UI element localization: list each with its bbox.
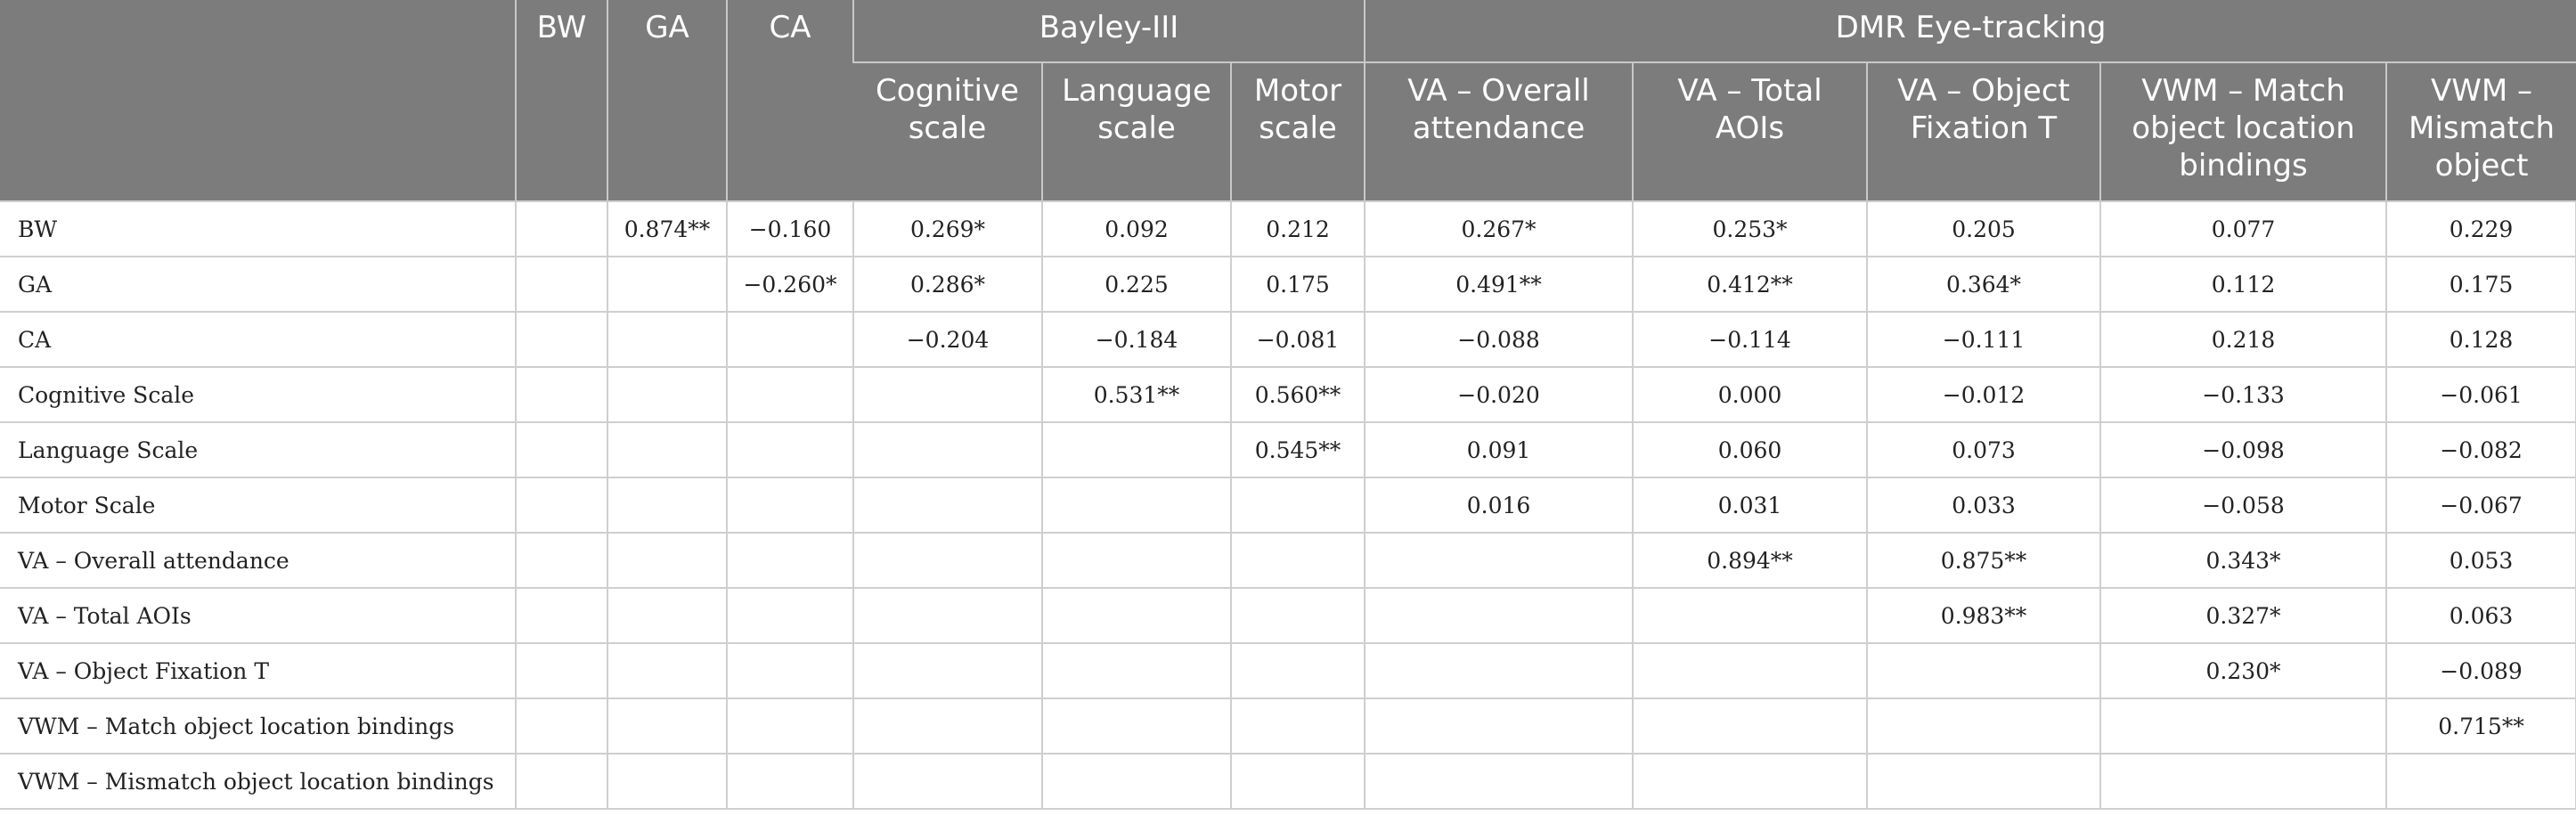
- table-cell: 0.016: [1365, 477, 1633, 533]
- table-cell: [727, 754, 853, 809]
- table-row: [0, 643, 2576, 698]
- table-cell: [1867, 643, 2100, 698]
- table-cell: 0.077: [2100, 201, 2386, 257]
- table-cell: 0.112: [2100, 257, 2386, 312]
- table-row: [0, 588, 2576, 643]
- table-cell: [1042, 477, 1231, 533]
- table-cell: [516, 643, 607, 698]
- table-cell: 0.894**: [1633, 533, 1867, 588]
- row-label: VA – Total AOIs: [0, 588, 516, 643]
- table-cell: [727, 477, 853, 533]
- table-row: [0, 698, 2576, 754]
- table-cell: [607, 754, 727, 809]
- table-cell: [607, 367, 727, 422]
- table-cell: [607, 422, 727, 477]
- table-row: [0, 257, 2576, 312]
- table-cell: 0.031: [1633, 477, 1867, 533]
- table-cell: [516, 312, 607, 367]
- table-cell: 0.343*: [2100, 533, 2386, 588]
- header-bw: BW: [516, 0, 607, 201]
- table-cell: [727, 422, 853, 477]
- header-vwm-match: VWM – Match object location bindings: [2100, 62, 2386, 201]
- table-cell: −0.058: [2100, 477, 2386, 533]
- table-row: [0, 367, 2576, 422]
- table-cell: −0.184: [1042, 312, 1231, 367]
- table-cell: [853, 477, 1042, 533]
- table-row: [0, 754, 2576, 809]
- table-cell: [516, 257, 607, 312]
- header-va-object-fixation: VA – Object Fixation T: [1867, 62, 2100, 201]
- table-cell: [607, 312, 727, 367]
- table-cell: 0.053: [2386, 533, 2576, 588]
- table-cell: 0.491**: [1365, 257, 1633, 312]
- table-cell: [727, 312, 853, 367]
- table-cell: [2386, 754, 2576, 809]
- table-cell: 0.531**: [1042, 367, 1231, 422]
- table-cell: 0.230*: [2100, 643, 2386, 698]
- table-row: [0, 422, 2576, 477]
- table-cell: 0.092: [1042, 201, 1231, 257]
- table-cell: 0.229: [2386, 201, 2576, 257]
- table-cell: 0.175: [2386, 257, 2576, 312]
- header-va-overall-attendance: VA – Overall attendance: [1365, 62, 1633, 201]
- table-cell: [516, 533, 607, 588]
- table-cell: 0.060: [1633, 422, 1867, 477]
- table-cell: 0.875**: [1867, 533, 2100, 588]
- table-cell: 0.205: [1867, 201, 2100, 257]
- table-cell: [1042, 533, 1231, 588]
- header-va-total-aois: VA – Total AOIs: [1633, 62, 1867, 201]
- header-vwm-mismatch: VWM – Mismatch object: [2386, 62, 2576, 201]
- table-cell: 0.175: [1231, 257, 1365, 312]
- table-cell: [516, 367, 607, 422]
- table-cell: 0.091: [1365, 422, 1633, 477]
- table-cell: 0.033: [1867, 477, 2100, 533]
- row-label: Language Scale: [0, 422, 516, 477]
- table-cell: [1365, 588, 1633, 643]
- row-label: BW: [0, 201, 516, 257]
- table-cell: [1042, 698, 1231, 754]
- table-cell: [1633, 588, 1867, 643]
- table-cell: 0.715**: [2386, 698, 2576, 754]
- row-label: GA: [0, 257, 516, 312]
- table-cell: −0.081: [1231, 312, 1365, 367]
- table-cell: [853, 754, 1042, 809]
- table-cell: [1365, 533, 1633, 588]
- header-language-scale: Language scale: [1042, 62, 1231, 201]
- table-cell: 0.545**: [1231, 422, 1365, 477]
- table-cell: −0.160: [727, 201, 853, 257]
- row-label: Cognitive Scale: [0, 367, 516, 422]
- table-cell: 0.212: [1231, 201, 1365, 257]
- table-cell: 0.983**: [1867, 588, 2100, 643]
- table-cell: [853, 643, 1042, 698]
- table-cell: −0.098: [2100, 422, 2386, 477]
- row-label: VA – Object Fixation T: [0, 643, 516, 698]
- table-cell: 0.000: [1633, 367, 1867, 422]
- table-cell: [1231, 588, 1365, 643]
- table-cell: −0.082: [2386, 422, 2576, 477]
- table-cell: 0.412**: [1633, 257, 1867, 312]
- table-cell: [1042, 643, 1231, 698]
- table-cell: [853, 698, 1042, 754]
- table-cell: [1633, 698, 1867, 754]
- row-label: Motor Scale: [0, 477, 516, 533]
- table-cell: −0.260*: [727, 257, 853, 312]
- table-cell: [1042, 422, 1231, 477]
- table-row: [0, 312, 2576, 367]
- table-cell: [1231, 754, 1365, 809]
- table-cell: [1231, 698, 1365, 754]
- header-cognitive-scale: Cognitive scale: [853, 62, 1042, 201]
- table-cell: −0.067: [2386, 477, 2576, 533]
- table-cell: −0.204: [853, 312, 1042, 367]
- table-cell: 0.063: [2386, 588, 2576, 643]
- table-cell: 0.218: [2100, 312, 2386, 367]
- row-label: VWM – Match object location bindings: [0, 698, 516, 754]
- table-cell: [853, 533, 1042, 588]
- table-cell: [607, 477, 727, 533]
- table-cell: [516, 201, 607, 257]
- table-cell: [1365, 754, 1633, 809]
- table-cell: 0.128: [2386, 312, 2576, 367]
- table-cell: [1365, 698, 1633, 754]
- table-cell: [853, 422, 1042, 477]
- table-cell: [1365, 643, 1633, 698]
- table-cell: [607, 643, 727, 698]
- header-motor-scale: Motor scale: [1231, 62, 1365, 201]
- table-row: [0, 201, 2576, 257]
- table-cell: −0.089: [2386, 643, 2576, 698]
- row-label: VWM – Mismatch object location bindings: [0, 754, 516, 809]
- table-cell: [853, 367, 1042, 422]
- table-cell: [1231, 477, 1365, 533]
- table-cell: −0.088: [1365, 312, 1633, 367]
- table-cell: [1042, 588, 1231, 643]
- header-blank: [0, 0, 516, 201]
- table-cell: [516, 422, 607, 477]
- table-cell: [1231, 643, 1365, 698]
- table-cell: −0.020: [1365, 367, 1633, 422]
- table-cell: −0.133: [2100, 367, 2386, 422]
- table-cell: [1867, 754, 2100, 809]
- table-cell: [727, 643, 853, 698]
- table-cell: [516, 698, 607, 754]
- table-cell: 0.269*: [853, 201, 1042, 257]
- table-cell: [607, 588, 727, 643]
- table-cell: 0.560**: [1231, 367, 1365, 422]
- table-cell: 0.327*: [2100, 588, 2386, 643]
- header-ga: GA: [607, 0, 727, 201]
- table-cell: [2100, 698, 2386, 754]
- table-cell: 0.286*: [853, 257, 1042, 312]
- table-cell: [727, 533, 853, 588]
- table-cell: [727, 588, 853, 643]
- table-cell: [1633, 754, 1867, 809]
- table-cell: 0.073: [1867, 422, 2100, 477]
- table-row: [0, 477, 2576, 533]
- table-cell: [516, 477, 607, 533]
- table-cell: [607, 257, 727, 312]
- header-ca: CA: [727, 0, 853, 201]
- table-cell: [516, 588, 607, 643]
- table-body: [0, 201, 2576, 809]
- table-cell: 0.874**: [607, 201, 727, 257]
- table-cell: [727, 698, 853, 754]
- table-cell: 0.253*: [1633, 201, 1867, 257]
- table-cell: 0.267*: [1365, 201, 1633, 257]
- table-cell: [1633, 643, 1867, 698]
- table-cell: −0.012: [1867, 367, 2100, 422]
- header-row-top: [0, 0, 2576, 62]
- table-cell: 0.225: [1042, 257, 1231, 312]
- table-row: [0, 533, 2576, 588]
- table-cell: −0.111: [1867, 312, 2100, 367]
- table-cell: [2100, 754, 2386, 809]
- table-cell: [727, 367, 853, 422]
- table-cell: [516, 754, 607, 809]
- table-cell: [1867, 698, 2100, 754]
- table-cell: [607, 698, 727, 754]
- table-cell: −0.114: [1633, 312, 1867, 367]
- row-label: CA: [0, 312, 516, 367]
- table-cell: 0.364*: [1867, 257, 2100, 312]
- table-cell: [853, 588, 1042, 643]
- row-label: VA – Overall attendance: [0, 533, 516, 588]
- header-dmr-group: DMR Eye-tracking: [1365, 0, 2576, 62]
- header-bayley-group: Bayley-III: [853, 0, 1365, 62]
- table-cell: [607, 533, 727, 588]
- table-cell: [1231, 533, 1365, 588]
- table-cell: [1042, 754, 1231, 809]
- table-cell: −0.061: [2386, 367, 2576, 422]
